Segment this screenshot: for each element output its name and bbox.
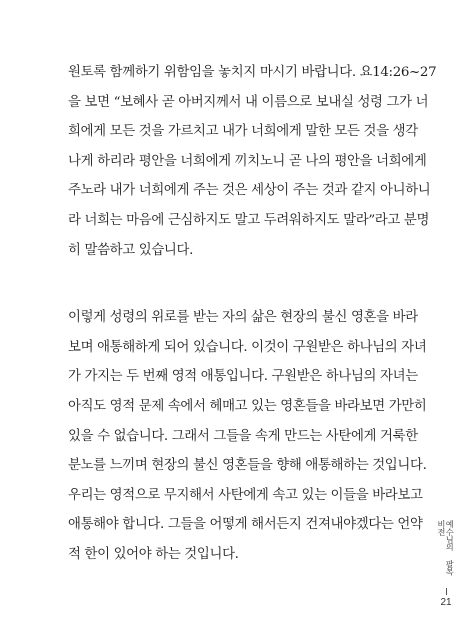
text-line: 아직도 영적 문제 속에서 헤매고 있는 영혼들을 바라보면 가만히 (68, 398, 427, 414)
paragraph-2 (68, 303, 427, 599)
text-line: 주노라 내가 너희에게 주는 것은 세상이 주는 것과 같지 아니하니 (68, 183, 431, 199)
text-line (68, 570, 420, 600)
text-line: 우리는 영적으로 무지해서 사탄에게 속고 있는 이들을 바라보고 (68, 487, 423, 503)
text-line: 있을 수 없습니다. 그래서 그들을 속게 만드는 사탄에게 거룩한 (68, 428, 418, 444)
body-text (68, 58, 437, 599)
divider (446, 588, 447, 595)
text-line: 분노를 느끼며 현장의 불신 영혼들을 향해 애통해하는 것입니다. (68, 458, 427, 474)
text-line: 보며 애통해하게 되어 있습니다. 이것이 구원받은 하나님의 자녀 (68, 339, 427, 355)
paragraph-spacer (68, 265, 420, 303)
text-line: 원토록 함께하기 위함임을 놓치지 마시기 바랍니다. 요14:26~27 (68, 65, 437, 80)
text-line: 적 한이 있어야 하는 것입니다. (68, 546, 239, 562)
text-line: 희에게 모든 것을 가르치고 내가 너희에게 말한 모든 것을 생각 (68, 124, 418, 140)
text-line: 애통해야 합니다. 그들을 어떻게 해서든지 건져내야겠다는 언약 (68, 517, 423, 533)
text-line: 이렇게 성령의 위로를 받는 자의 삶은 현장의 불신 영혼을 바라 (68, 310, 418, 326)
paragraph-1 (68, 58, 437, 265)
text-line: 라 너희는 마음에 근심하지도 말고 두려워하지도 말라”라고 분명 (68, 212, 430, 228)
text-line: 을 보면 “보혜사 곧 아버지께서 내 이름으로 보내실 성령 그가 너 (68, 94, 429, 110)
running-footer (438, 520, 454, 608)
page-number: 21 (440, 597, 452, 608)
text-line: 가 가지는 두 번째 영적 애통입니다. 구원받은 하나님의 자녀는 (68, 369, 418, 385)
text-line: 나게 하리라 평안을 너희에게 끼치노니 곧 나의 평안을 너희에게 (68, 153, 427, 169)
text-line: 히 말씀하고 있습니다. (68, 242, 193, 258)
running-header-title: 예수님의 팔복 비전 (437, 520, 456, 576)
